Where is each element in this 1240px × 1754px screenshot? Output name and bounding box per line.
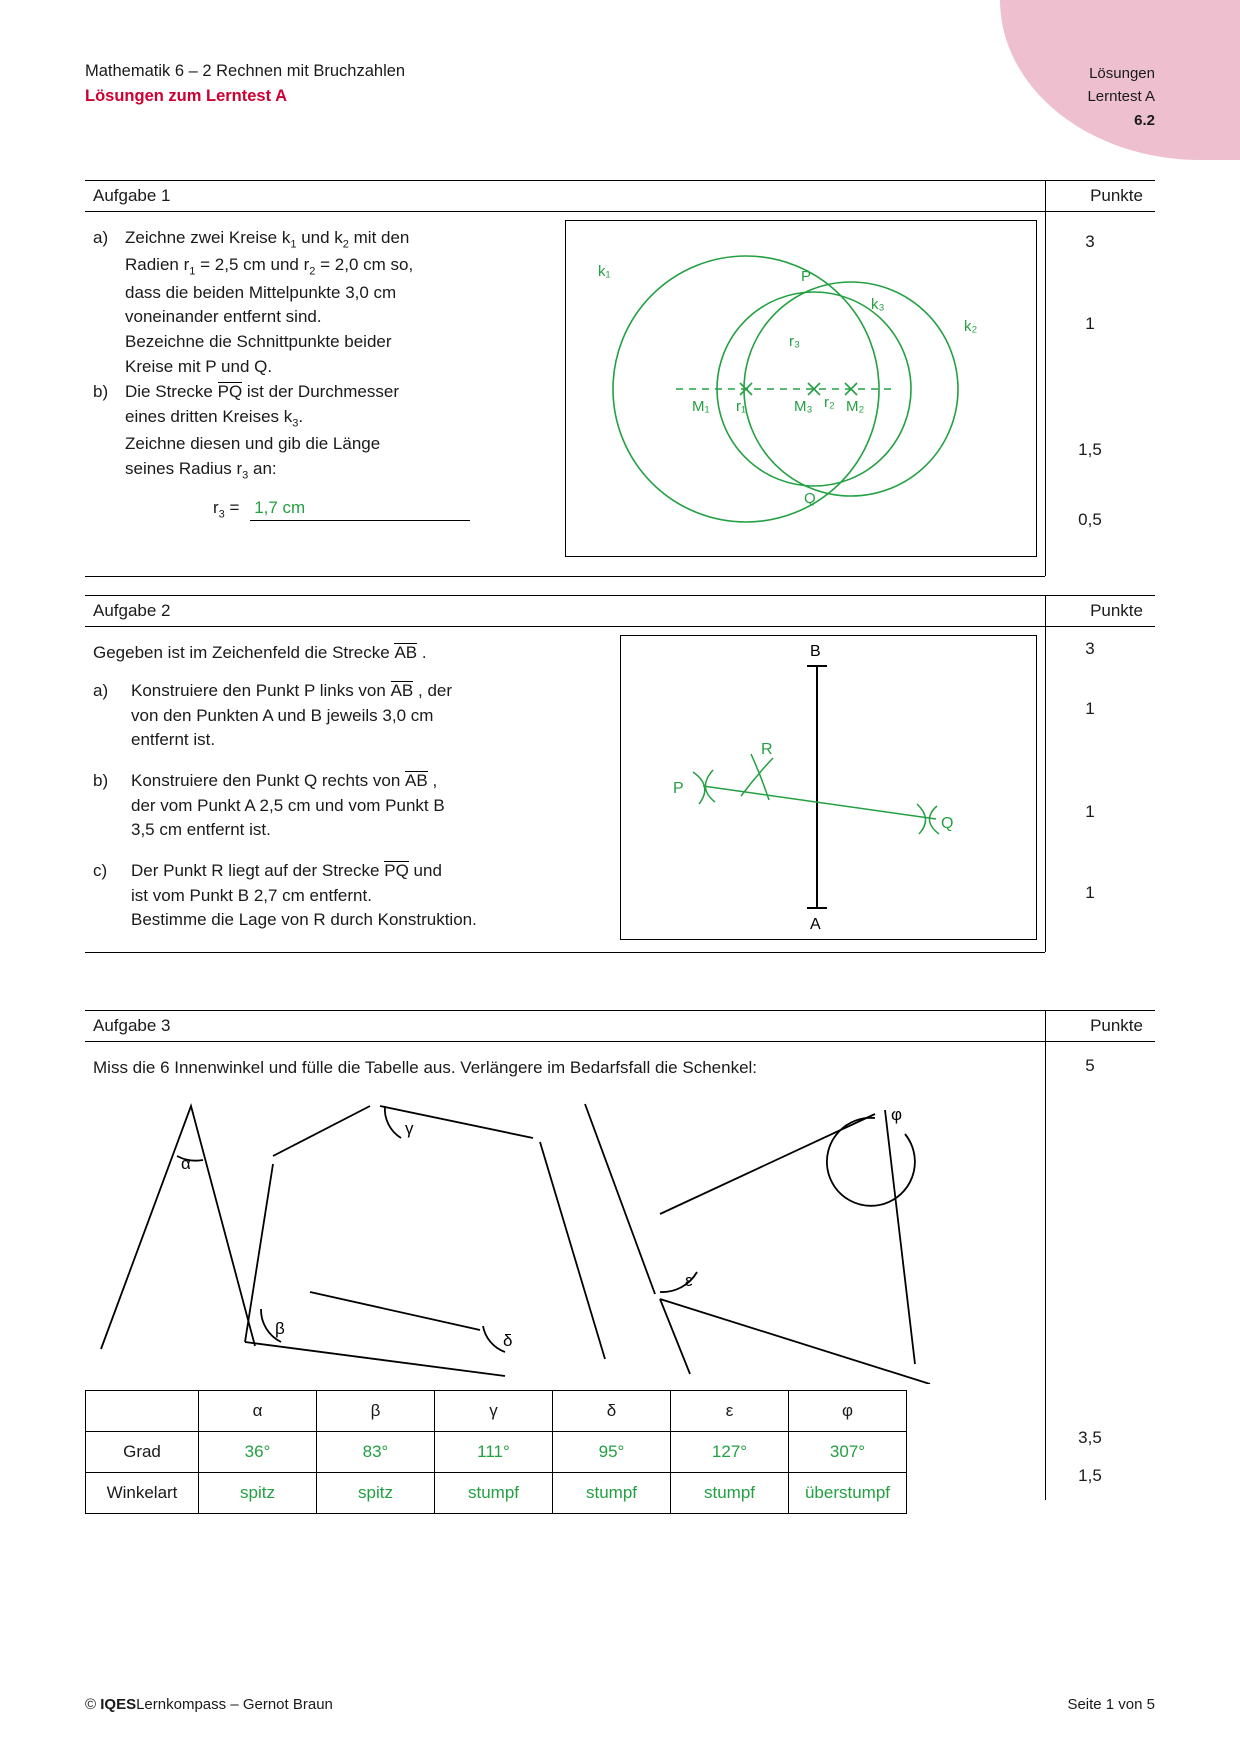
- task-2-points-header: Punkte: [1090, 601, 1143, 620]
- header-right-line1: Lösungen: [1089, 65, 1155, 82]
- task-2-intro-pre: Gegeben ist im Zeichenfeld die Strecke: [93, 643, 390, 662]
- brand-lernkompass: Lernkompass: [136, 1696, 227, 1713]
- cell-kind-delta: stumpf: [553, 1473, 671, 1514]
- table-head-epsilon: ε: [671, 1391, 789, 1432]
- task-3-points-top: 5: [1085, 1056, 1095, 1075]
- task-1-b-line1-pre: Die Strecke: [125, 382, 213, 401]
- label-k3: k₃: [871, 296, 885, 313]
- task-3-instruction: Miss die 6 Innenwinkel und fülle die Tabelle aus. Verlängere im Bedarfsfall die Schenkel:: [93, 1058, 758, 1077]
- task-1-a-marker: a): [93, 228, 109, 247]
- task-2-intro-post: .: [421, 643, 427, 662]
- task-3: [85, 1010, 1155, 1500]
- cell-grad-alpha: 36°: [199, 1432, 317, 1473]
- label-r1: r₁: [736, 398, 747, 415]
- task-2-a-line2: von den Punkten A und B jeweils 3,0 cm: [131, 705, 434, 725]
- footer-left: [85, 1696, 333, 1713]
- task-1-b-marker: b): [93, 382, 109, 401]
- task-3-figure: [85, 1094, 1035, 1384]
- footer-author: – Gernot Braun: [230, 1696, 333, 1713]
- label-M2: M₂: [846, 398, 865, 415]
- task-2-b-line3: 3,5 cm entfernt ist.: [131, 820, 271, 840]
- label-B: B: [810, 643, 821, 660]
- task-1-a-line6: Kreise mit P und Q.: [125, 356, 273, 376]
- footer-page-number: Seite 1 von 5: [1067, 1696, 1155, 1713]
- label-k2: k₂: [964, 318, 978, 335]
- table-row: [86, 1473, 907, 1514]
- task-2-a-line3: entfernt ist.: [131, 730, 216, 750]
- task-2-c-line1-post: und: [413, 861, 442, 880]
- task-1-b-line1-post: ist der Durchmesser: [246, 382, 400, 401]
- table-head-phi: φ: [789, 1391, 907, 1432]
- task-1: [85, 180, 1155, 576]
- task-2-c-line1: [131, 859, 633, 884]
- task-2-a-marker: a): [93, 681, 109, 700]
- label-beta: β: [275, 1319, 285, 1338]
- task-2-c-marker: c): [93, 861, 108, 880]
- header-left: [85, 62, 405, 106]
- task-1-points-header: Punkte: [1090, 186, 1143, 205]
- task-2-a-line1-pre: Konstruiere den Punkt P links von: [131, 681, 386, 700]
- label-P: P: [801, 268, 812, 285]
- task-2-b-line1-pre: Konstruiere den Punkt Q rechts von: [131, 771, 401, 790]
- task-3-title: Aufgabe 3: [93, 1016, 171, 1035]
- label-epsilon: ε: [685, 1271, 693, 1290]
- task-1-b-line2: eines dritten Kreises $k_3$.: [125, 406, 304, 430]
- cell-grad-gamma: 111°: [435, 1432, 553, 1473]
- table-head-alpha: α: [199, 1391, 317, 1432]
- task-2-body: [85, 627, 1155, 952]
- label-k1: k₁: [598, 263, 611, 280]
- table-head-gamma: γ: [435, 1391, 553, 1432]
- table-row: [86, 1432, 907, 1473]
- task-2-construction-svg: [621, 636, 1036, 939]
- task-2-part-c: [93, 859, 633, 933]
- segment-ab-b: AB: [405, 771, 428, 790]
- task-2-figure: [620, 635, 1037, 940]
- task-1-figure: [565, 220, 1037, 557]
- task-1-answer-label: $r_3$ =: [213, 498, 240, 521]
- task-2-points-a: 1: [1085, 699, 1095, 718]
- header-title: Lösungen zum Lerntest A: [85, 87, 287, 105]
- cell-kind-gamma: stumpf: [435, 1473, 553, 1514]
- task-3-points-grad: 3,5: [1078, 1428, 1102, 1447]
- task-1-b-line1: [125, 380, 513, 405]
- cell-kind-alpha: spitz: [199, 1473, 317, 1514]
- task-2-header: [85, 595, 1155, 627]
- task-1-part-b: [93, 380, 513, 484]
- label-phi: φ: [891, 1105, 903, 1124]
- task-2-b-marker: b): [93, 771, 109, 790]
- task-3-points-winkelart: 1,5: [1078, 1466, 1102, 1485]
- label-r2: r₂: [824, 394, 835, 411]
- task-1-a-line1: Zeichne zwei Kreise $k_1$ und $k_2$ mit den: [125, 228, 410, 251]
- task-3-points-header: Punkte: [1090, 1016, 1143, 1035]
- task-1-answer: [213, 498, 470, 521]
- task-1-points-c: 1,5: [1078, 440, 1102, 459]
- label-M1: M₁: [692, 398, 710, 415]
- segment-pq: PQ: [217, 382, 243, 401]
- cell-grad-phi: 307°: [789, 1432, 907, 1473]
- task-1-b-line3: Zeichne diesen und gib die Länge: [125, 433, 381, 453]
- cell-grad-beta: 83°: [317, 1432, 435, 1473]
- task-3-header: [85, 1010, 1155, 1042]
- label-M3: M₃: [794, 398, 813, 415]
- task-2-c-line1-pre: Der Punkt R liegt auf der Strecke: [131, 861, 380, 880]
- label-delta: δ: [503, 1331, 513, 1350]
- table-row-label-grad: Grad: [86, 1432, 199, 1473]
- task-2: [85, 595, 1155, 952]
- task-3-angles-svg: [85, 1094, 1035, 1384]
- header-right: [1087, 62, 1155, 132]
- task-2-part-b: [93, 769, 603, 843]
- table-header-row: [86, 1391, 907, 1432]
- task-1-points-d: 0,5: [1078, 510, 1102, 529]
- task-2-b-line1-post: ,: [432, 771, 438, 790]
- label-Q: Q: [941, 815, 954, 832]
- cell-kind-epsilon: stumpf: [671, 1473, 789, 1514]
- cell-kind-phi: überstumpf: [789, 1473, 907, 1514]
- segment-ab-intro: AB: [394, 643, 418, 662]
- task-1-answer-value: 1,7 cm: [250, 498, 470, 521]
- cell-grad-epsilon: 127°: [671, 1432, 789, 1473]
- task-2-b-line1: [131, 769, 603, 794]
- task-1-header: [85, 180, 1155, 212]
- header-subject: Mathematik 6 – 2 Rechnen mit Bruchzahlen: [85, 62, 406, 80]
- segment-pq-c: PQ: [384, 861, 409, 880]
- segment-ab-a: AB: [390, 681, 414, 700]
- task-2-b-line2: der vom Punkt A 2,5 cm und vom Punkt B: [131, 795, 445, 815]
- task-1-a-line2: Radien $r_1 = 2,5$ cm und $r_2 = 2,0$ cm so,: [125, 255, 414, 278]
- task-2-points-b: 1: [1085, 802, 1095, 821]
- task-2-points-c: 1: [1085, 883, 1095, 902]
- task-1-points-a: 3: [1085, 232, 1095, 251]
- task-1-body: [85, 212, 1155, 576]
- label-r3: r₃: [789, 333, 801, 350]
- task-2-a-line1: [131, 679, 593, 704]
- task-1-b-line4: seines Radius $r_3$ an:: [125, 458, 277, 481]
- table-corner-cell: [86, 1391, 199, 1432]
- label-gamma: γ: [405, 1119, 414, 1138]
- label-P: P: [673, 780, 684, 797]
- label-A: A: [810, 916, 821, 933]
- task-2-part-a: [93, 679, 593, 753]
- task-2-title: Aufgabe 2: [93, 601, 171, 620]
- label-alpha: α: [181, 1154, 191, 1173]
- task-1-a-line5: Bezeichne die Schnittpunkte beider: [125, 331, 392, 351]
- cell-grad-delta: 95°: [553, 1432, 671, 1473]
- task-1-a-line4: voneinander entfernt sind.: [125, 307, 322, 327]
- task-1-points-b: 1: [1085, 314, 1095, 333]
- task-2-points-total: 3: [1085, 639, 1095, 658]
- task-3-body: [85, 1042, 1155, 1500]
- header-right-line2: Lerntest A: [1087, 88, 1155, 106]
- task-1-construction-svg: [566, 221, 1036, 556]
- copyright-icon: ©: [85, 1696, 97, 1713]
- task-1-title: Aufgabe 1: [93, 186, 171, 205]
- task-2-intro: [93, 641, 573, 666]
- label-Q: Q: [804, 490, 816, 507]
- task-1-a-line3: dass die beiden Mittelpunkte 3,0 cm: [125, 282, 397, 302]
- label-R: R: [761, 741, 773, 758]
- table-row-label-winkelart: Winkelart: [86, 1473, 199, 1514]
- table-head-delta: δ: [553, 1391, 671, 1432]
- brand-iqes: IQES: [100, 1696, 137, 1713]
- cell-kind-beta: spitz: [317, 1473, 435, 1514]
- header-chapter-number: 6.2: [1134, 111, 1155, 129]
- task-1-part-a: [93, 226, 493, 379]
- task-2-c-line3: Bestimme die Lage von R durch Konstruktion.: [131, 910, 477, 930]
- task-2-a-line1-post: , der: [418, 681, 453, 700]
- table-head-beta: β: [317, 1391, 435, 1432]
- angle-table: [85, 1390, 907, 1514]
- task-2-c-line2: ist vom Punkt B 2,7 cm entfernt.: [131, 885, 372, 905]
